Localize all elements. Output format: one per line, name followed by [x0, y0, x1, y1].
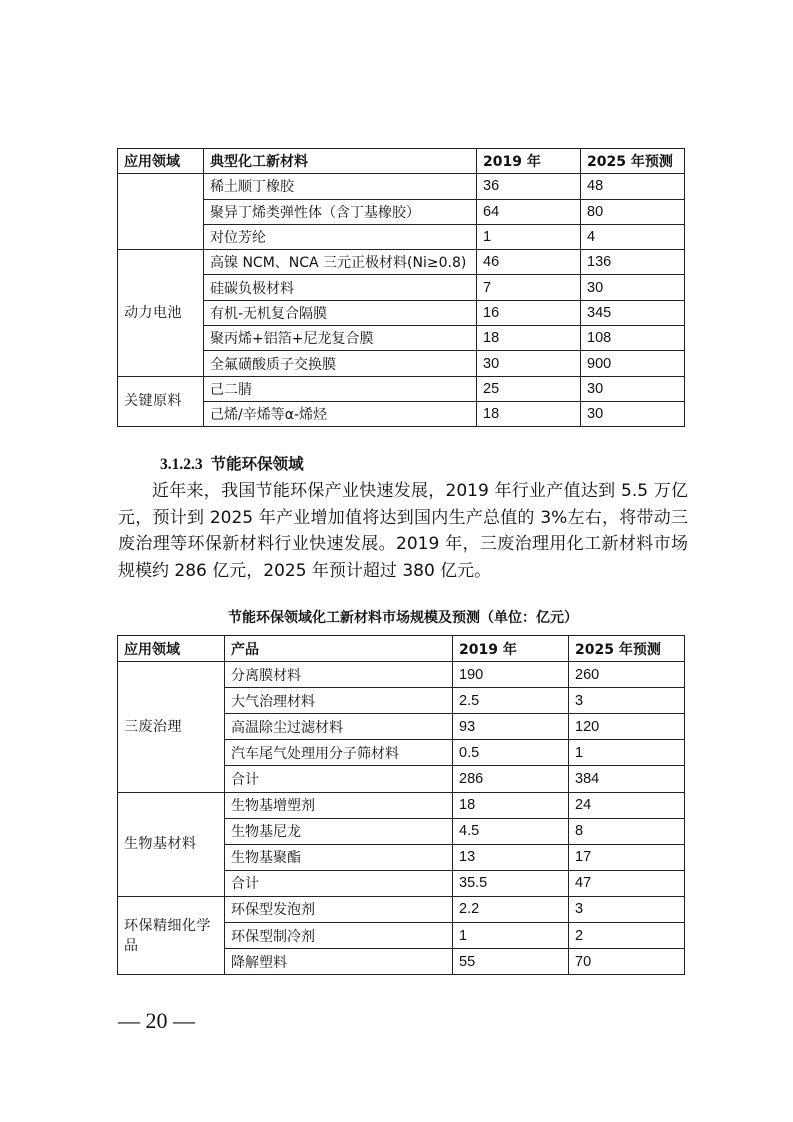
value-cell: 8 — [569, 818, 685, 844]
value-cell: 25 — [477, 376, 581, 401]
value-cell: 30 — [581, 275, 685, 300]
value-cell: 70 — [569, 949, 685, 975]
value-cell: 0.5 — [453, 740, 569, 766]
material-cell: 高温除尘过滤材料 — [225, 714, 453, 740]
value-cell: 16 — [477, 300, 581, 325]
value-cell: 35.5 — [453, 870, 569, 896]
material-cell: 己二腈 — [204, 376, 477, 401]
value-cell: 24 — [569, 792, 685, 818]
material-cell: 全氟磺酸质子交换膜 — [204, 351, 477, 376]
table-header-row — [118, 636, 685, 662]
page-number: — 20 — — [118, 1008, 195, 1033]
table-caption: 节能环保领域化工新材料市场规模及预测（单位：亿元） — [228, 610, 578, 626]
value-cell: 120 — [569, 714, 685, 740]
value-cell: 30 — [581, 376, 685, 401]
value-cell: 18 — [453, 792, 569, 818]
material-cell: 对位芳纶 — [204, 224, 477, 249]
value-cell: 2 — [569, 923, 685, 949]
value-cell: 900 — [581, 351, 685, 376]
domain-cell: 动力电池 — [118, 250, 204, 376]
material-cell: 降解塑料 — [225, 949, 453, 975]
value-cell: 3 — [569, 896, 685, 922]
materials-table-1 — [117, 148, 685, 427]
value-cell: 13 — [453, 844, 569, 870]
value-cell: 3 — [569, 688, 685, 714]
table-row — [118, 275, 685, 300]
header-cell: 2019 年 — [453, 636, 569, 662]
section-paragraph — [118, 478, 688, 585]
table-row — [118, 896, 685, 922]
value-cell: 286 — [453, 766, 569, 792]
domain-cell: 三废治理 — [118, 662, 225, 792]
value-cell: 55 — [453, 949, 569, 975]
value-cell: 345 — [581, 300, 685, 325]
material-cell: 高镍 NCM、NCA 三元正极材料(Ni≥0.8) — [204, 250, 477, 275]
table-row — [118, 174, 685, 199]
value-cell: 1 — [477, 224, 581, 249]
header-cell: 2025 年预测 — [569, 636, 685, 662]
material-cell: 环保型发泡剂 — [225, 896, 453, 922]
material-cell: 汽车尾气处理用分子筛材料 — [225, 740, 453, 766]
header-cell: 2025 年预测 — [581, 149, 685, 174]
section-heading — [160, 452, 304, 474]
value-cell: 18 — [477, 326, 581, 351]
value-cell: 30 — [477, 351, 581, 376]
value-cell: 93 — [453, 714, 569, 740]
material-cell: 稀土顺丁橡胶 — [204, 174, 477, 199]
material-cell: 分离膜材料 — [225, 662, 453, 688]
table-row — [118, 792, 685, 818]
material-cell: 环保型制冷剂 — [225, 923, 453, 949]
materials-table-2 — [117, 635, 685, 975]
table-row — [118, 662, 685, 688]
value-cell: 108 — [581, 326, 685, 351]
value-cell: 136 — [581, 250, 685, 275]
value-cell: 30 — [581, 401, 685, 426]
domain-cell: 环保精细化学品 — [118, 896, 225, 974]
header-cell: 应用领域 — [118, 149, 204, 174]
value-cell: 1 — [569, 740, 685, 766]
table-row — [118, 351, 685, 376]
table-row — [118, 199, 685, 224]
value-cell: 4.5 — [453, 818, 569, 844]
value-cell: 18 — [477, 401, 581, 426]
header-cell: 2019 年 — [477, 149, 581, 174]
value-cell: 190 — [453, 662, 569, 688]
value-cell: 384 — [569, 766, 685, 792]
domain-cell: 生物基材料 — [118, 792, 225, 896]
value-cell: 1 — [453, 923, 569, 949]
material-cell: 己烯/辛烯等α-烯烃 — [204, 401, 477, 426]
value-cell: 260 — [569, 662, 685, 688]
material-cell: 有机-无机复合隔膜 — [204, 300, 477, 325]
value-cell: 47 — [569, 870, 685, 896]
material-cell: 聚异丁烯类弹性体（含丁基橡胶） — [204, 199, 477, 224]
material-cell: 生物基增塑剂 — [225, 792, 453, 818]
table-row — [118, 401, 685, 426]
table-header-row — [118, 149, 685, 174]
section-number: 3.1.2.3 — [160, 456, 203, 473]
table-row — [118, 300, 685, 325]
header-cell: 典型化工新材料 — [204, 149, 477, 174]
value-cell: 80 — [581, 199, 685, 224]
material-cell: 硅碳负极材料 — [204, 275, 477, 300]
value-cell: 46 — [477, 250, 581, 275]
section-title: 节能环保领域 — [210, 455, 304, 473]
material-cell: 聚丙烯+铝箔+尼龙复合膜 — [204, 326, 477, 351]
table-row — [118, 224, 685, 249]
material-cell: 生物基聚酯 — [225, 844, 453, 870]
material-cell: 合计 — [225, 870, 453, 896]
value-cell: 64 — [477, 199, 581, 224]
value-cell: 2.2 — [453, 896, 569, 922]
value-cell: 2.5 — [453, 688, 569, 714]
material-cell: 生物基尼龙 — [225, 818, 453, 844]
table-row — [118, 326, 685, 351]
header-cell: 应用领域 — [118, 636, 225, 662]
table-row — [118, 250, 685, 275]
paragraph-text: 近年来，我国节能环保产业快速发展，2019 年行业产值达到 5.5 万亿元，预计到 2025 年产业增加值将达到国内生产总值的 3%左右，将带动三废治理等环保新材料行业快速发展。2019 年，三废治理用化工新材料市场规模约 286 亿元，2025 年预计超过 380 亿元。 — [118, 481, 688, 582]
value-cell: 48 — [581, 174, 685, 199]
domain-cell: 关键原料 — [118, 376, 204, 427]
value-cell: 7 — [477, 275, 581, 300]
value-cell: 36 — [477, 174, 581, 199]
domain-cell — [118, 174, 204, 250]
header-cell: 产品 — [225, 636, 453, 662]
value-cell: 17 — [569, 844, 685, 870]
table-row — [118, 376, 685, 401]
value-cell: 4 — [581, 224, 685, 249]
material-cell: 大气治理材料 — [225, 688, 453, 714]
material-cell: 合计 — [225, 766, 453, 792]
